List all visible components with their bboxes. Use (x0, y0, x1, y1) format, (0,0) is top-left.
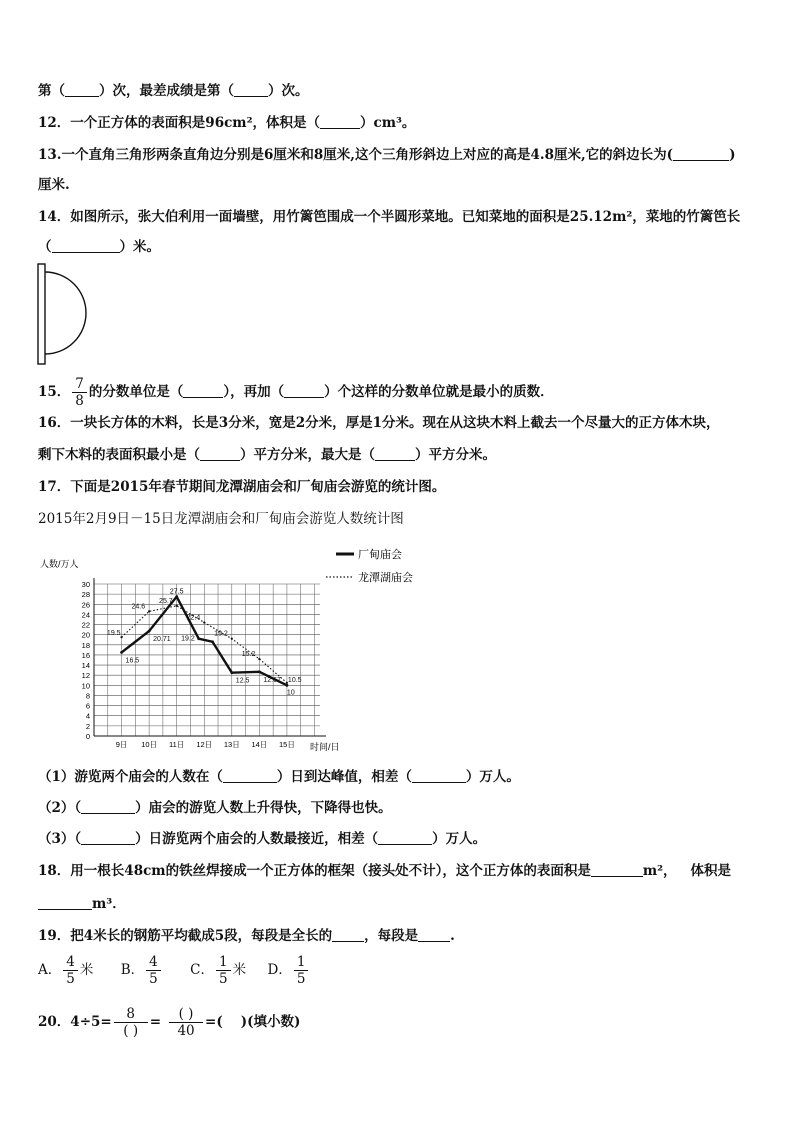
data-label: 19.2 (181, 635, 195, 643)
option-d[interactable] (267, 954, 311, 987)
text: 一个直角三角形两条直角边分别是6厘米和8厘米,这个三角形斜边上对应的高是4.8厘米,它的斜边长为( (61, 147, 674, 163)
data-label: 15.2 (241, 650, 256, 658)
answer-blank[interactable] (412, 769, 466, 783)
answer-blank[interactable] (65, 83, 99, 97)
text: )(填小数) (240, 1014, 301, 1030)
question-17-part-2 (38, 799, 392, 817)
text: 厘米. (38, 177, 70, 193)
text: （2）（ (38, 800, 82, 816)
data-point (175, 595, 178, 598)
denominator: 8 (75, 393, 84, 409)
y-tick-label: 8 (85, 691, 90, 701)
question-number: 15． (38, 384, 71, 400)
y-tick-label: 12 (81, 671, 90, 681)
x-tick-label: 9日 (115, 740, 128, 749)
text: ）个这样的分数单位就是最小的质数． (324, 384, 554, 400)
text: =( (205, 1014, 223, 1030)
text: ）万人。 (465, 769, 520, 785)
text: m²， (642, 863, 677, 879)
data-point (120, 651, 123, 654)
text: 用一根长48cm的铁丝焊接成一个正方体的框架（接头处不计），这个正方体的表面积是 (70, 863, 591, 879)
option-letter: C． (190, 962, 215, 978)
chart-title-text: 2015年2月9日－15日龙潭湖庙会和厂甸庙会游览人数统计图 (38, 511, 404, 527)
question-number: 17． (38, 479, 71, 495)
denominator: 40 (177, 1023, 195, 1039)
numerator: 7 (72, 376, 87, 393)
x-tick-label: 14日 (251, 740, 268, 749)
numerator: 8 (114, 1006, 148, 1023)
data-label: 19.2 (214, 630, 228, 638)
answer-blank[interactable] (223, 769, 277, 783)
x-axis-label: 时间/日 (310, 742, 340, 752)
answer-blank[interactable] (81, 800, 135, 814)
fraction-8-over-blank[interactable] (114, 1006, 148, 1039)
data-point (230, 671, 233, 674)
wall (38, 264, 45, 364)
text: ），再加（ (223, 384, 285, 400)
x-tick-label: 10日 (141, 740, 158, 749)
option-c[interactable] (190, 954, 247, 987)
numerator-blank[interactable]: ( ) (169, 1006, 203, 1023)
data-label: 20.71 (153, 636, 171, 644)
question-16 (38, 414, 719, 432)
question-20 (38, 1006, 300, 1039)
text: ）庙会的游览人数上升得快，下降得也快。 (135, 800, 392, 816)
denominator-blank[interactable]: ( ) (123, 1023, 139, 1039)
data-label: 19.5 (106, 630, 121, 638)
text: m³． (92, 896, 126, 912)
option-letter: D． (267, 962, 292, 978)
y-tick-label: 30 (81, 580, 90, 589)
answer-blank[interactable] (320, 115, 360, 129)
data-label: 24.6 (131, 603, 146, 611)
question-17-part-1 (38, 768, 520, 786)
text: 把4米长的钢筋平均截成5段，每段是全长的 (70, 928, 333, 944)
text: ）次，最差成绩是第（ (99, 83, 234, 99)
answer-blank[interactable] (183, 384, 223, 398)
y-tick-label: 6 (85, 701, 90, 711)
question-number: 16． (38, 415, 71, 431)
question-17-part-3 (38, 830, 486, 848)
y-tick-label: 24 (81, 610, 90, 620)
question-14-continued (38, 238, 160, 256)
y-tick-label: 28 (81, 590, 90, 600)
option-letter: B． (120, 962, 145, 978)
y-tick-label: 16 (81, 650, 90, 660)
question-number: 13. (38, 147, 62, 163)
y-tick-label: 4 (85, 711, 90, 721)
answer-blank[interactable] (81, 831, 135, 845)
question-17 (38, 478, 445, 496)
text: 体积是 (690, 863, 732, 879)
chart-title (38, 510, 404, 528)
question-18-continued (38, 895, 126, 913)
text: ）日游览两个庙会的人数最接近，相差（ (135, 831, 379, 847)
answer-blank[interactable] (200, 447, 240, 461)
data-label: 16.5 (125, 657, 140, 665)
y-tick-label: 26 (81, 600, 90, 610)
option-a[interactable] (38, 954, 94, 987)
text: ）cm³。 (360, 115, 416, 131)
data-label: 12.67 (263, 676, 281, 684)
data-point (258, 658, 260, 660)
text: ）米。 (119, 239, 160, 255)
question-13 (38, 146, 735, 164)
question-13-continued (38, 176, 70, 194)
question-18 (38, 862, 731, 880)
data-label: 12.5 (235, 677, 250, 685)
numerator: 1 (294, 954, 309, 971)
option-letter: A． (38, 962, 62, 978)
data-point (286, 684, 289, 687)
data-label: 10.5 (287, 676, 302, 684)
denominator: 5 (296, 971, 306, 987)
denominator: 5 (219, 971, 228, 987)
text: （1）游览两个庙会的人数在（ (38, 769, 223, 785)
answer-blank[interactable] (673, 147, 729, 161)
answer-blank[interactable] (375, 447, 415, 461)
data-label: 10 (286, 689, 295, 697)
text: ）次。 (268, 83, 309, 99)
data-point (211, 640, 214, 643)
y-tick-labels (82, 580, 90, 741)
semicircle-garden-figure (36, 262, 96, 366)
data-point (203, 621, 205, 623)
data-point (120, 636, 122, 638)
answer-blank[interactable] (52, 239, 120, 253)
data-point (197, 637, 200, 640)
y-tick-label: 20 (81, 630, 90, 640)
data-point (231, 638, 233, 640)
fraction-7-8 (72, 376, 87, 409)
text: （3）（ (38, 831, 82, 847)
x-tick-label: 15日 (279, 740, 295, 749)
answer-blank[interactable] (378, 831, 432, 845)
legend-label-longtanhu: 龙潭湖庙会 (358, 572, 413, 584)
y-tick-label: 22 (81, 620, 90, 630)
text: = (149, 1014, 162, 1030)
text: 下面是2015年春节期间龙潭湖庙会和厂甸庙会游览的统计图。 (70, 479, 446, 495)
text: ）万人。 (432, 831, 487, 847)
text: 的分数单位是（ (88, 384, 184, 400)
denominator: 5 (149, 971, 158, 987)
answer-blank[interactable] (284, 384, 324, 398)
text: 一块长方体的木料，长是3分米，宽是2分米，厚是1分米。现在从这块木料上截去一个尽量大的正方体木块， (70, 415, 720, 431)
question-16-continued (38, 446, 496, 464)
legend-label-changdian: 厂甸庙会 (358, 549, 402, 561)
text: . (450, 928, 455, 944)
answer-blank[interactable] (234, 83, 268, 97)
text: ，每段是 (364, 928, 419, 944)
x-tick-label: 13日 (223, 740, 240, 749)
text: ) (729, 147, 736, 163)
text: 如图所示，张大伯利用一面墙壁，用竹篱笆围成一个半圆形菜地。已知菜地的面积是25.12m²，菜地的竹篱笆长 (70, 209, 741, 225)
question-12 (38, 114, 415, 132)
text: 4÷5= (70, 1014, 112, 1030)
q11-continued-line (38, 82, 309, 100)
numerator: 4 (146, 954, 161, 971)
fraction-blank-over-40[interactable] (169, 1006, 203, 1039)
text: （ (38, 239, 52, 255)
semicircle-fence (45, 272, 86, 354)
text: 剩下木料的表面积最小是（ (38, 447, 200, 463)
data-label: 25.7 (159, 597, 173, 605)
y-tick-label: 18 (81, 640, 90, 650)
question-19-options (38, 954, 310, 987)
data-point (148, 610, 150, 612)
numerator: 4 (63, 954, 78, 971)
y-axis-label: 人数/万人 (40, 559, 79, 569)
x-tick-label: 11日 (169, 740, 185, 749)
y-tick-label: 0 (85, 732, 90, 741)
text: ）日到达峰值，相差（ (276, 769, 412, 785)
question-19 (38, 927, 455, 945)
answer-blank[interactable] (38, 896, 92, 910)
x-tick-labels (116, 740, 295, 749)
x-tick-label: 12日 (196, 740, 213, 749)
question-number: 20． (38, 1014, 71, 1030)
y-tick-label: 2 (85, 721, 90, 731)
numerator: 1 (216, 954, 231, 971)
question-number: 12． (38, 115, 71, 131)
question-number: 18． (38, 863, 71, 879)
text: 一个正方体的表面积是96cm²，体积是（ (70, 115, 321, 131)
question-14 (38, 208, 740, 226)
question-15 (38, 376, 554, 409)
option-b[interactable] (120, 954, 163, 987)
data-point (258, 670, 261, 673)
text: ）平方分米。 (415, 447, 496, 463)
y-tick-label: 14 (81, 661, 90, 671)
denominator: 5 (66, 971, 75, 987)
data-point (176, 605, 178, 607)
answer-blank[interactable] (332, 928, 364, 942)
answer-blank[interactable] (591, 863, 643, 877)
question-number: 14． (38, 209, 71, 225)
text: ）平方分米，最大是（ (240, 447, 375, 463)
peak-annotation: 27.5 (169, 588, 184, 596)
unit: 米 (232, 962, 247, 978)
unit: 米 (79, 962, 94, 978)
y-tick-label: 10 (81, 681, 90, 691)
text: 第（ (38, 83, 65, 99)
answer-blank[interactable] (418, 928, 450, 942)
data-label: 22.4 (186, 614, 201, 622)
data-point (148, 630, 151, 633)
question-number: 19． (38, 928, 71, 944)
line-chart (36, 540, 436, 758)
